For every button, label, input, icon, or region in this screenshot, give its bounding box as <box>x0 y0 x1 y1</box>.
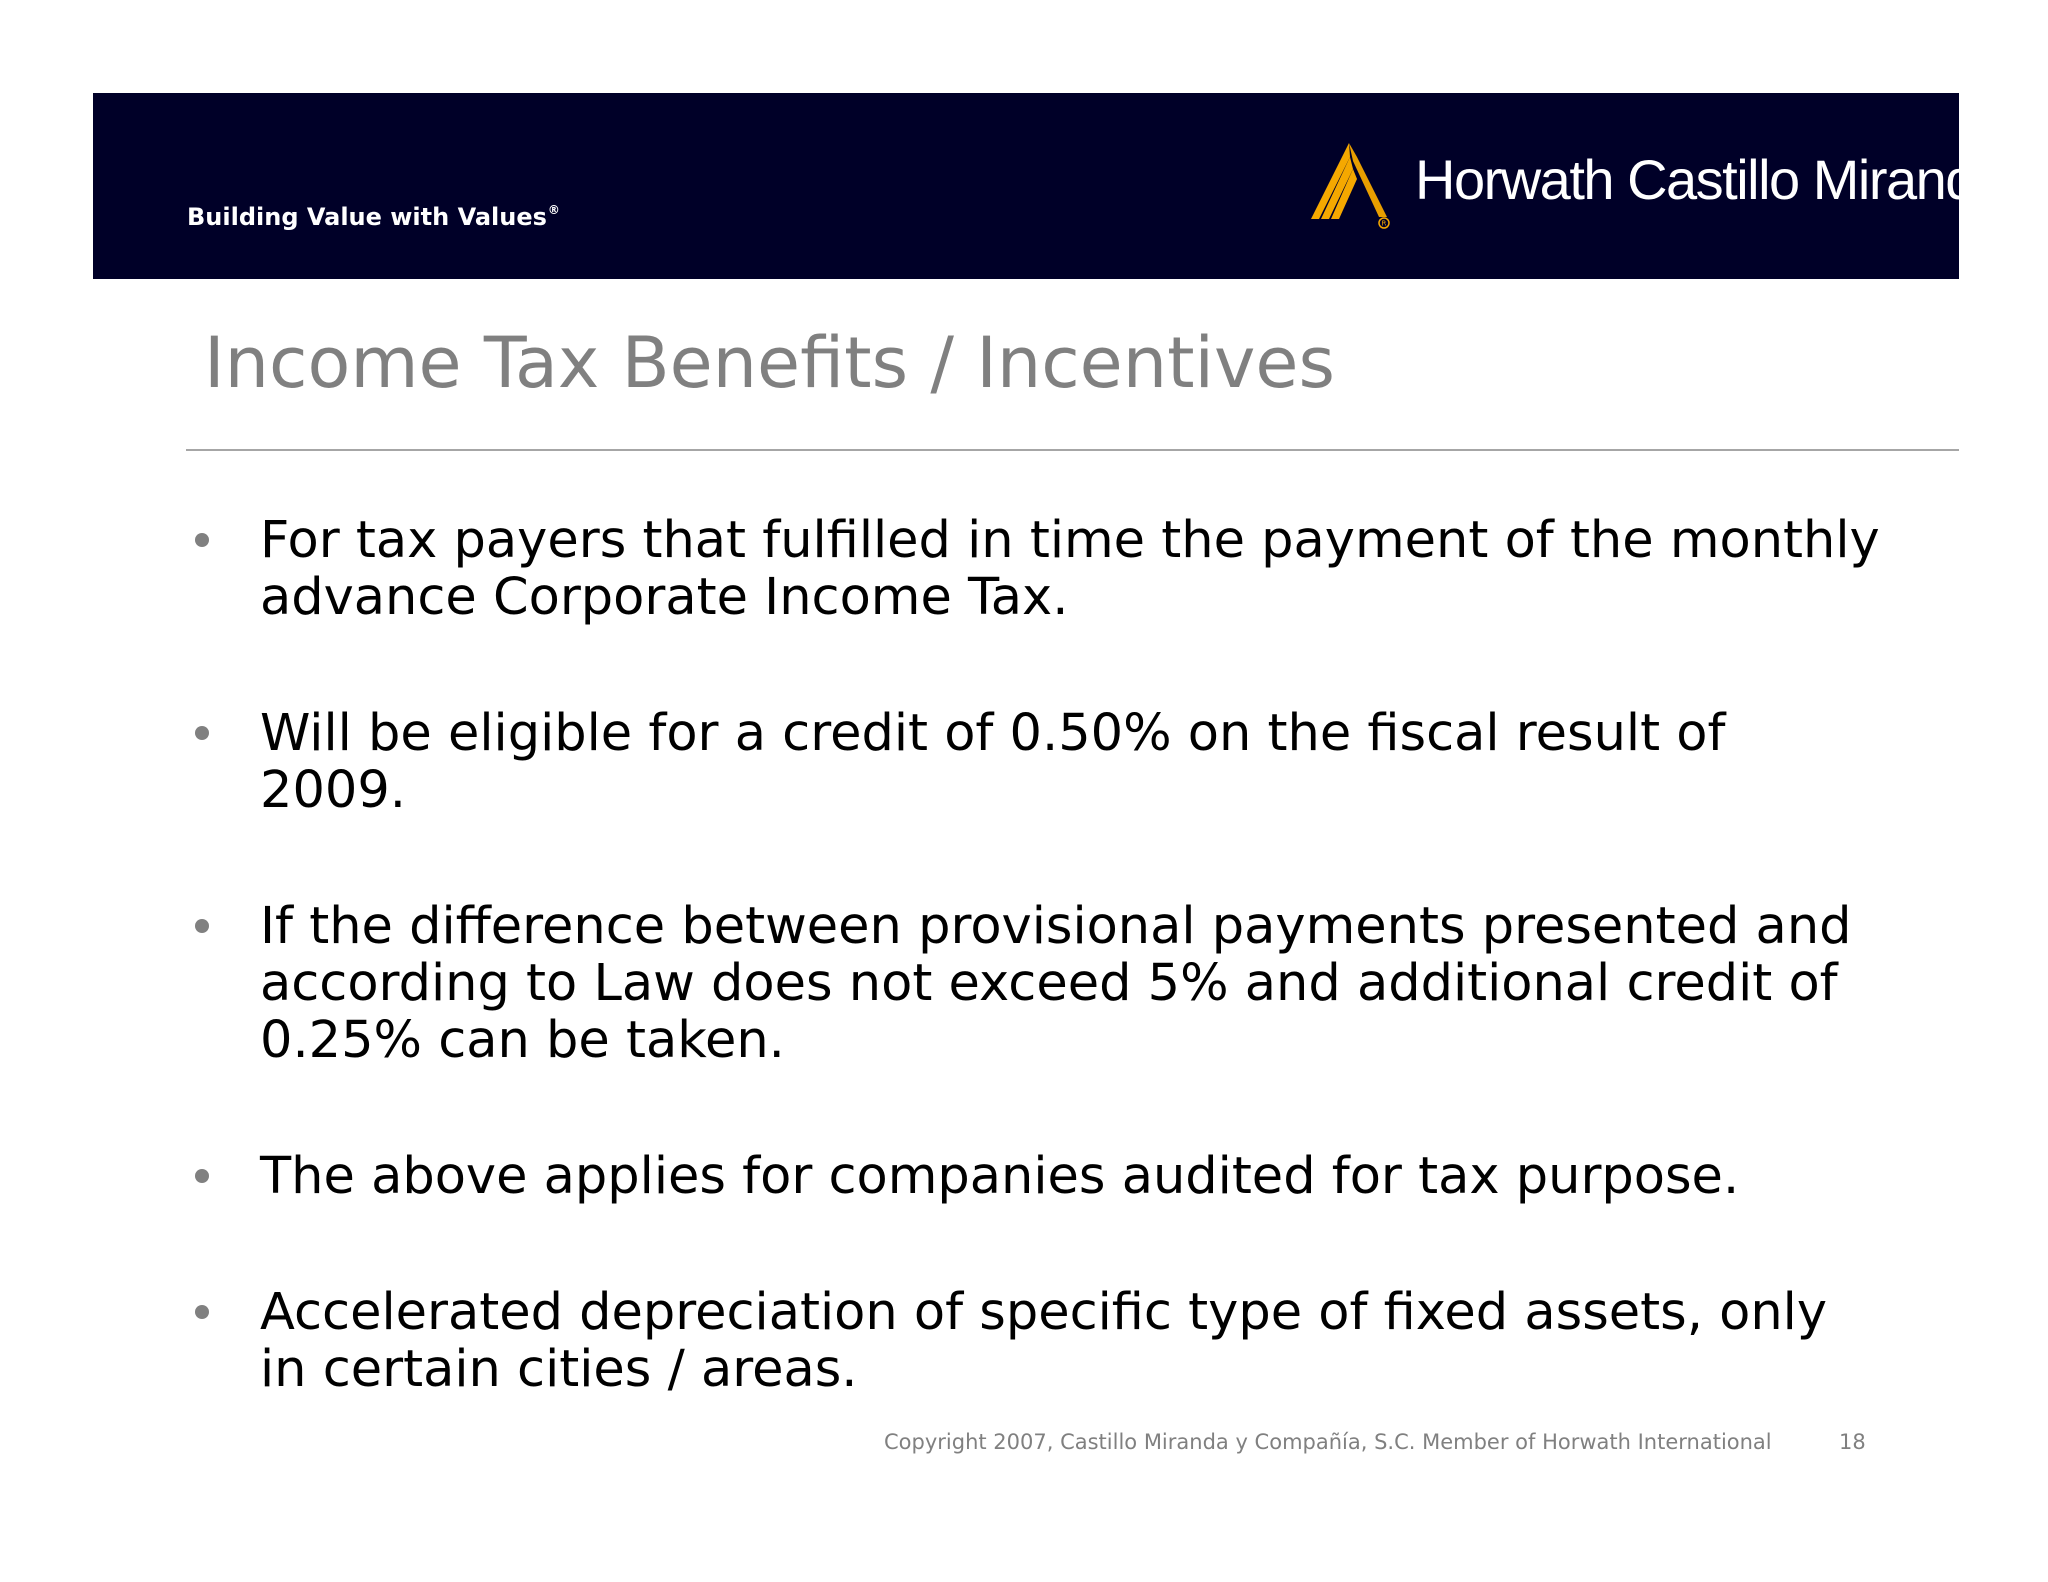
bullet-text: For tax payers that fulfilled in time the payment of the monthly advance Corporate Income Tax. <box>260 511 1880 627</box>
bullet-item <box>186 898 1886 1069</box>
footer-copyright: Copyright 2007, Castillo Miranda y Compañía, S.C. Member of Horwath International <box>884 1430 1772 1454</box>
registered-mark: ® <box>547 203 560 217</box>
bullet-text: Accelerated depreciation of specific type of fixed assets, only in certain cities / areas. <box>260 1283 1828 1399</box>
bullet-item <box>186 1284 1886 1398</box>
bullet-item <box>186 1148 1886 1205</box>
bullet-item <box>186 512 1886 626</box>
brand-name: Horwath Castillo Miranda <box>1415 148 2005 211</box>
bullet-dot-icon <box>195 533 209 547</box>
title-divider <box>186 449 1959 451</box>
horwath-peak-icon <box>1303 143 1393 233</box>
bullet-text: The above applies for companies audited for tax purpose. <box>260 1147 1740 1206</box>
bullet-dot-icon <box>195 726 209 740</box>
page-number: 18 <box>1839 1430 1866 1454</box>
bullet-item <box>186 705 1886 819</box>
tagline <box>187 203 560 231</box>
bullet-dot-icon <box>195 1169 209 1183</box>
svg-text:R: R <box>1381 219 1387 228</box>
bullet-text: Will be eligible for a credit of 0.50% on the fiscal result of 2009. <box>260 704 1726 820</box>
header-banner <box>93 93 2005 279</box>
bullet-dot-icon <box>195 1305 209 1319</box>
page-title: Income Tax Benefits / Incentives <box>204 322 1335 404</box>
bullet-text: If the difference between provisional payments presented and according to Law does not exceed 5% and additional credit of 0.25% can be taken. <box>260 897 1852 1070</box>
bullet-dot-icon <box>195 919 209 933</box>
tagline-text: Building Value with Values <box>187 203 547 231</box>
bullet-list <box>186 512 1886 1398</box>
